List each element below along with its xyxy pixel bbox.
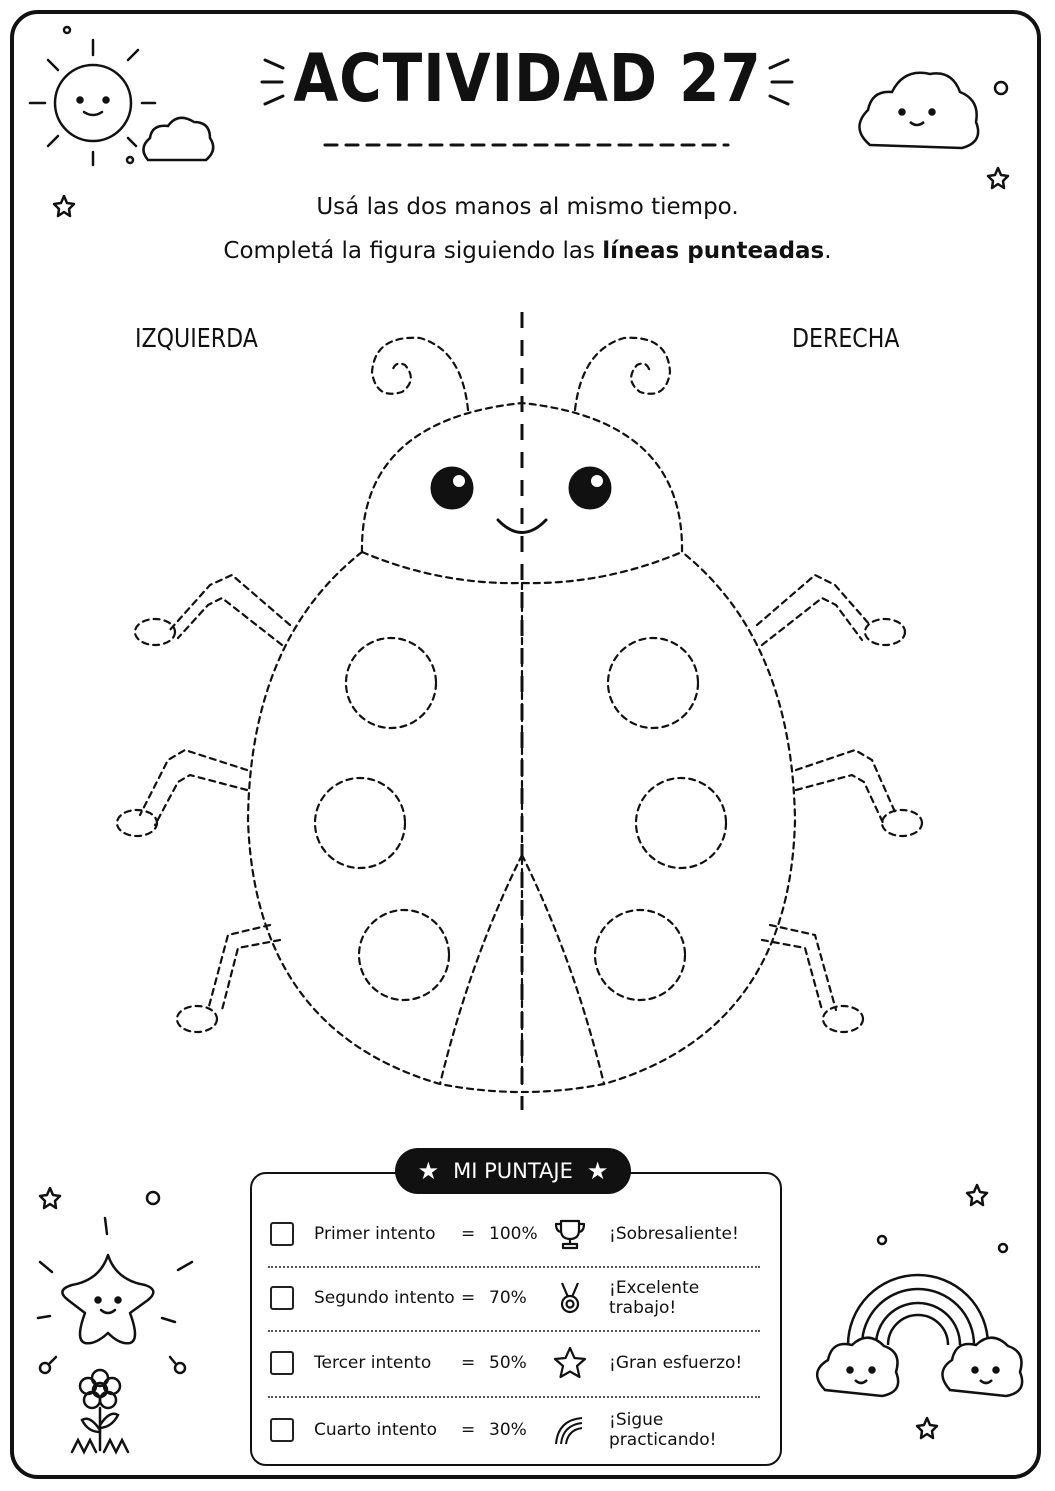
rainbow-icon	[817, 1236, 1022, 1396]
star-icon: ★	[417, 1157, 440, 1185]
attempt-message: ¡Sigue practicando!	[609, 1410, 717, 1450]
score-header-label: MI PUNTAJE	[453, 1159, 573, 1183]
score-checkbox[interactable]	[270, 1286, 294, 1310]
instruction-line-2-bold: líneas punteadas	[602, 238, 825, 264]
instruction-line-2-end: .	[824, 238, 832, 264]
attempt-message: ¡Excelente trabajo!	[609, 1278, 700, 1318]
left-label: IZQUIERDA	[135, 324, 258, 354]
medal-icon	[552, 1280, 588, 1316]
star-icon	[917, 1185, 987, 1438]
instruction-line-1: Usá las dos manos al mismo tiempo.	[316, 194, 739, 220]
attempt-message: ¡Sobresaliente!	[609, 1224, 739, 1244]
attempt-percent: 30%	[489, 1420, 527, 1440]
star-character-icon	[38, 1192, 192, 1373]
equals-sign: =	[461, 1353, 476, 1373]
attempt-label: Segundo intento	[314, 1288, 455, 1308]
star-icon	[552, 1345, 588, 1381]
rainbow-icon	[552, 1412, 588, 1448]
attempt-message: ¡Gran esfuerzo!	[609, 1353, 743, 1373]
flower-icon	[72, 1370, 128, 1452]
row-divider	[268, 1396, 760, 1398]
attempt-percent: 70%	[489, 1288, 527, 1308]
sun-icon	[30, 27, 155, 165]
row-divider	[268, 1330, 760, 1332]
score-row	[264, 1400, 764, 1460]
star-icon: ★	[586, 1157, 609, 1185]
cloud-icon	[859, 73, 1007, 148]
attempt-percent: 50%	[489, 1353, 527, 1373]
title-decoration	[262, 60, 792, 145]
equals-sign: =	[461, 1224, 476, 1244]
score-header	[395, 1148, 631, 1194]
star-icon	[40, 1188, 60, 1208]
ladybug-figure	[117, 338, 922, 1092]
star-icon	[54, 196, 74, 216]
right-label: DERECHA	[792, 324, 900, 354]
score-row	[264, 1333, 764, 1393]
instruction-line-2-start: Completá la figura siguiendo las	[223, 238, 603, 264]
trophy-icon	[552, 1216, 588, 1252]
attempt-label: Primer intento	[314, 1224, 436, 1244]
page-title: ACTIVIDAD 27	[293, 40, 762, 117]
attempt-label: Tercer intento	[314, 1353, 432, 1373]
attempt-label: Cuarto intento	[314, 1420, 437, 1440]
score-row	[264, 1268, 764, 1328]
attempt-percent: 100%	[489, 1224, 538, 1244]
cloud-icon	[143, 118, 213, 160]
equals-sign: =	[461, 1288, 476, 1308]
equals-sign: =	[461, 1420, 476, 1440]
score-checkbox[interactable]	[270, 1351, 294, 1375]
score-row	[264, 1204, 764, 1264]
star-icon	[988, 168, 1008, 188]
score-checkbox[interactable]	[270, 1222, 294, 1246]
score-checkbox[interactable]	[270, 1418, 294, 1442]
